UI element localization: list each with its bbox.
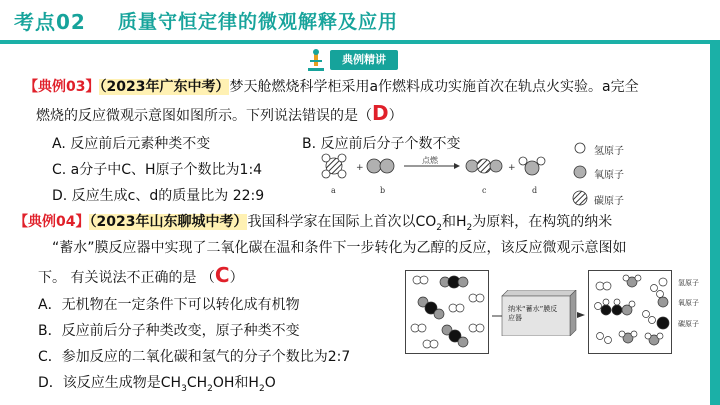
reactor-label: 纳米“蓄水”膜反应器 <box>508 305 558 322</box>
ex4-text3a: 下。 有关说法不正确的是 （ <box>38 270 215 286</box>
ex4-line3 <box>38 263 244 287</box>
ex4-optd-s3: 2 <box>258 383 265 394</box>
ex4-option-a: A．无机物在一定条件下可以转化成有机物 <box>38 297 300 313</box>
ex4-line1 <box>14 211 612 233</box>
reactants-molecules <box>405 270 489 354</box>
ex3-tag: 【典例03】 <box>24 79 100 95</box>
ex4-optd-mid: CH <box>186 375 208 391</box>
ex4-option-d <box>38 372 276 394</box>
label-b: b <box>380 186 386 195</box>
page-title: 质量守恒定律的微观解释及应用 <box>118 11 399 33</box>
svg-text:+: + <box>508 163 516 173</box>
section-number: 考点02 <box>14 10 86 34</box>
header-divider <box>0 40 720 44</box>
ex3-option-c: C. a分子中C、H原子个数比为1:4 <box>52 162 263 178</box>
molecule-c <box>466 159 502 173</box>
ex4-source: （2023年山东聊城中考） <box>89 214 248 230</box>
ex3-text2a: 燃烧的反应微观示意图如图所示。下列说法错误的是（ <box>36 108 372 124</box>
ex3-option-d: D. 反应生成c、d的质量比为 22:9 <box>52 188 265 204</box>
ex4-optd-s1: 3 <box>181 383 187 394</box>
ex3-legend-icons <box>570 140 590 210</box>
ex4-option-b: B．反应前后分子种类改变，原子种类不变 <box>38 323 300 339</box>
ex4-option-c: C．参加反应的二氧化碳和氢气的分子个数比为2:7 <box>38 349 351 365</box>
ex4-optd-s2: 2 <box>207 383 213 394</box>
ex4-optd-post: O <box>264 375 276 391</box>
ex4-text1b: 和H <box>441 214 467 230</box>
ex4-tag: 【典例04】 <box>14 214 90 230</box>
ex3-line1 <box>24 76 639 96</box>
reaction-condition: 点燃 <box>422 156 438 165</box>
legend-oxygen: 氧原子 <box>594 170 624 181</box>
ex4-text1: 我国科学家在国际上首次以CO <box>247 214 437 230</box>
ex4-answer: C <box>214 263 230 287</box>
ex4-text1c: 为原料，在构筑的纳米 <box>472 214 613 230</box>
ex4-text3b: ） <box>229 270 244 286</box>
ex4-sub1: 2 <box>436 222 442 233</box>
ex4-legend-hydrogen: 氢原子 <box>678 279 699 287</box>
ex3-source: （2023年广东中考） <box>99 79 230 95</box>
ex3-text2b: ） <box>388 108 403 124</box>
ex4-sub2: 2 <box>466 222 473 233</box>
svg-text:+: + <box>356 163 364 173</box>
ex4-legend-oxygen: 氧原子 <box>678 299 699 307</box>
reactor-arrow <box>577 310 587 320</box>
molecule-a <box>322 154 346 178</box>
example-badge: 典例精讲 <box>330 50 398 70</box>
ex4-legend-carbon: 碳原子 <box>678 320 699 328</box>
label-d: d <box>532 186 538 195</box>
right-accent-bar <box>710 44 720 405</box>
legend-carbon: 碳原子 <box>594 196 624 207</box>
label-a: a <box>331 186 336 195</box>
header <box>0 0 720 44</box>
ex3-option-a: A. 反应前后元素种类不变 <box>52 136 211 152</box>
ex3-option-b: B. 反应前后分子个数不变 <box>302 136 461 152</box>
ex3-line2 <box>36 101 403 125</box>
ex4-optd-pre: D．该反应生成物是CH <box>38 375 182 391</box>
molecule-d <box>519 157 545 175</box>
label-c: c <box>482 186 487 195</box>
ex4-line2: “蓄水”膜反应器中实现了二氧化碳在温和条件下一步转化为乙醇的反应，该反应微观示意图如 <box>52 240 627 256</box>
microscope-icon <box>306 48 326 72</box>
molecule-b <box>367 159 394 173</box>
ex4-optd-mid2: OH和H <box>212 375 259 391</box>
ex3-text1: 梦天舱燃烧科学柜采用a作燃料成功实施首次在轨点火实验。a完全 <box>229 79 639 95</box>
ex3-answer: D <box>372 101 389 125</box>
legend-hydrogen: 氢原子 <box>594 146 624 157</box>
ex4-legend-icons <box>656 276 670 332</box>
